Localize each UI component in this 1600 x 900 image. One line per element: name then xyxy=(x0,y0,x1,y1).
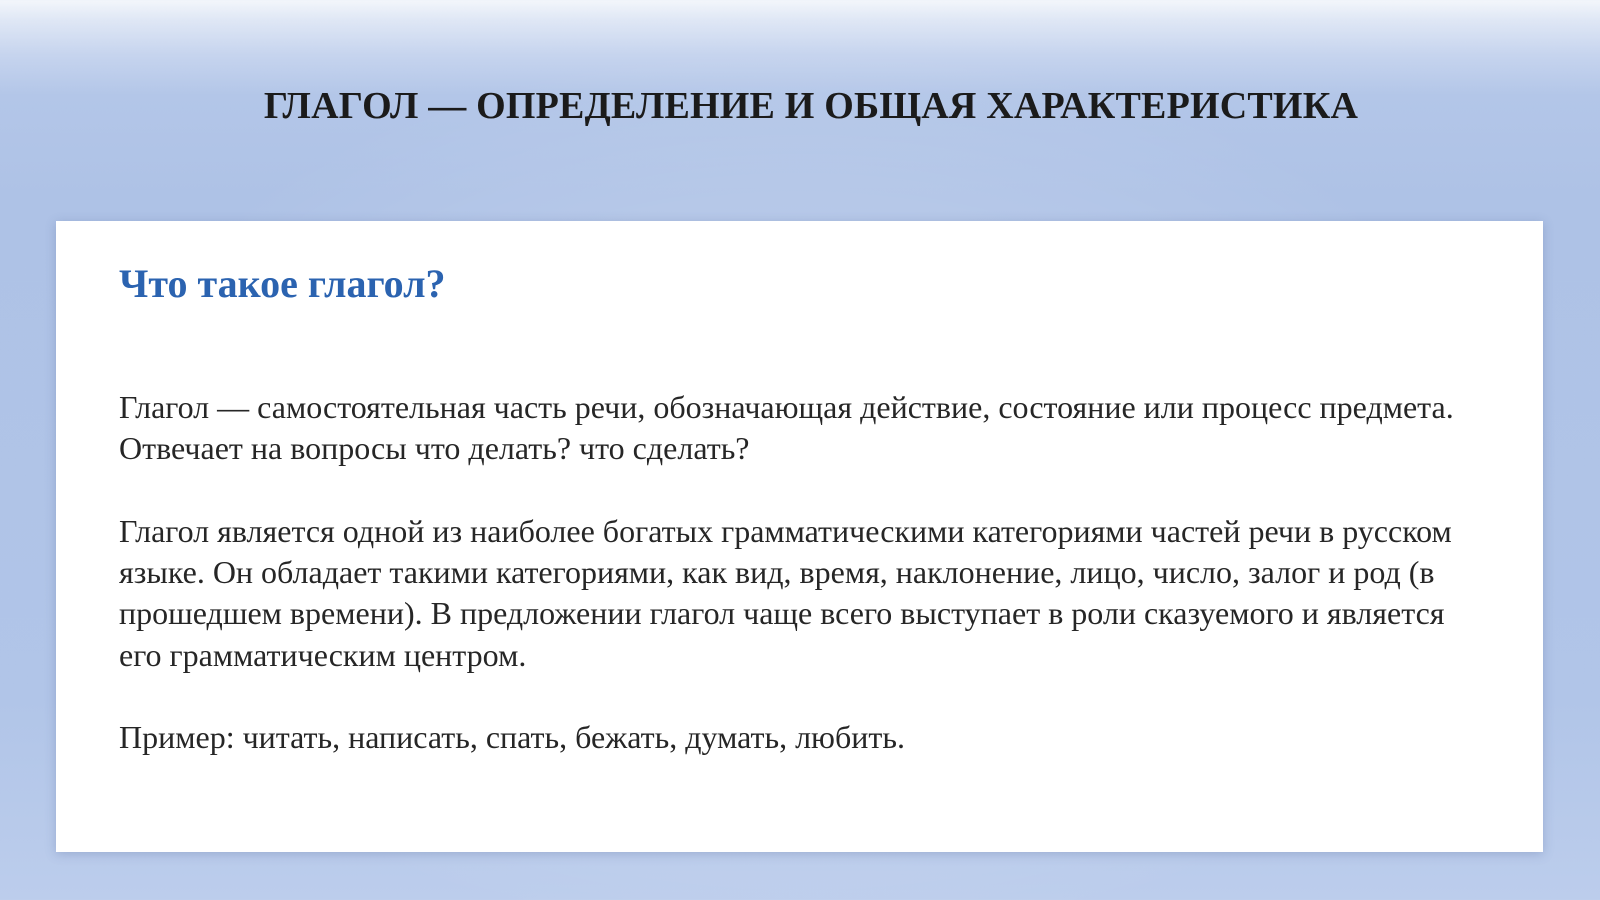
card-heading: Что такое глагол? xyxy=(119,261,446,306)
slide-title: ГЛАГОЛ — ОПРЕДЕЛЕНИЕ И ОБЩАЯ ХАРАКТЕРИСТИКА xyxy=(263,85,1359,127)
card-body xyxy=(119,387,1459,759)
example-paragraph: Пример: читать, написать, спать, бежать, думать, любить. xyxy=(119,719,905,756)
content-card xyxy=(56,221,1543,852)
characteristics-paragraph: Глагол является одной из наиболее богатых грамматическими категориями частей речи в русском языке. Он обладает такими категориями, как вид, время, наклонение, лицо, число, залог и род (в прошедшем времени). В предложении глагол чаще всего выступает в роли сказуемого и является его грамматическим центром. xyxy=(119,512,1452,673)
definition-paragraph: Глагол — самостоятельная часть речи, обозначающая действие, состояние или процесс предмета. Отвечает на вопросы что делать? что сделать? xyxy=(119,389,1454,467)
